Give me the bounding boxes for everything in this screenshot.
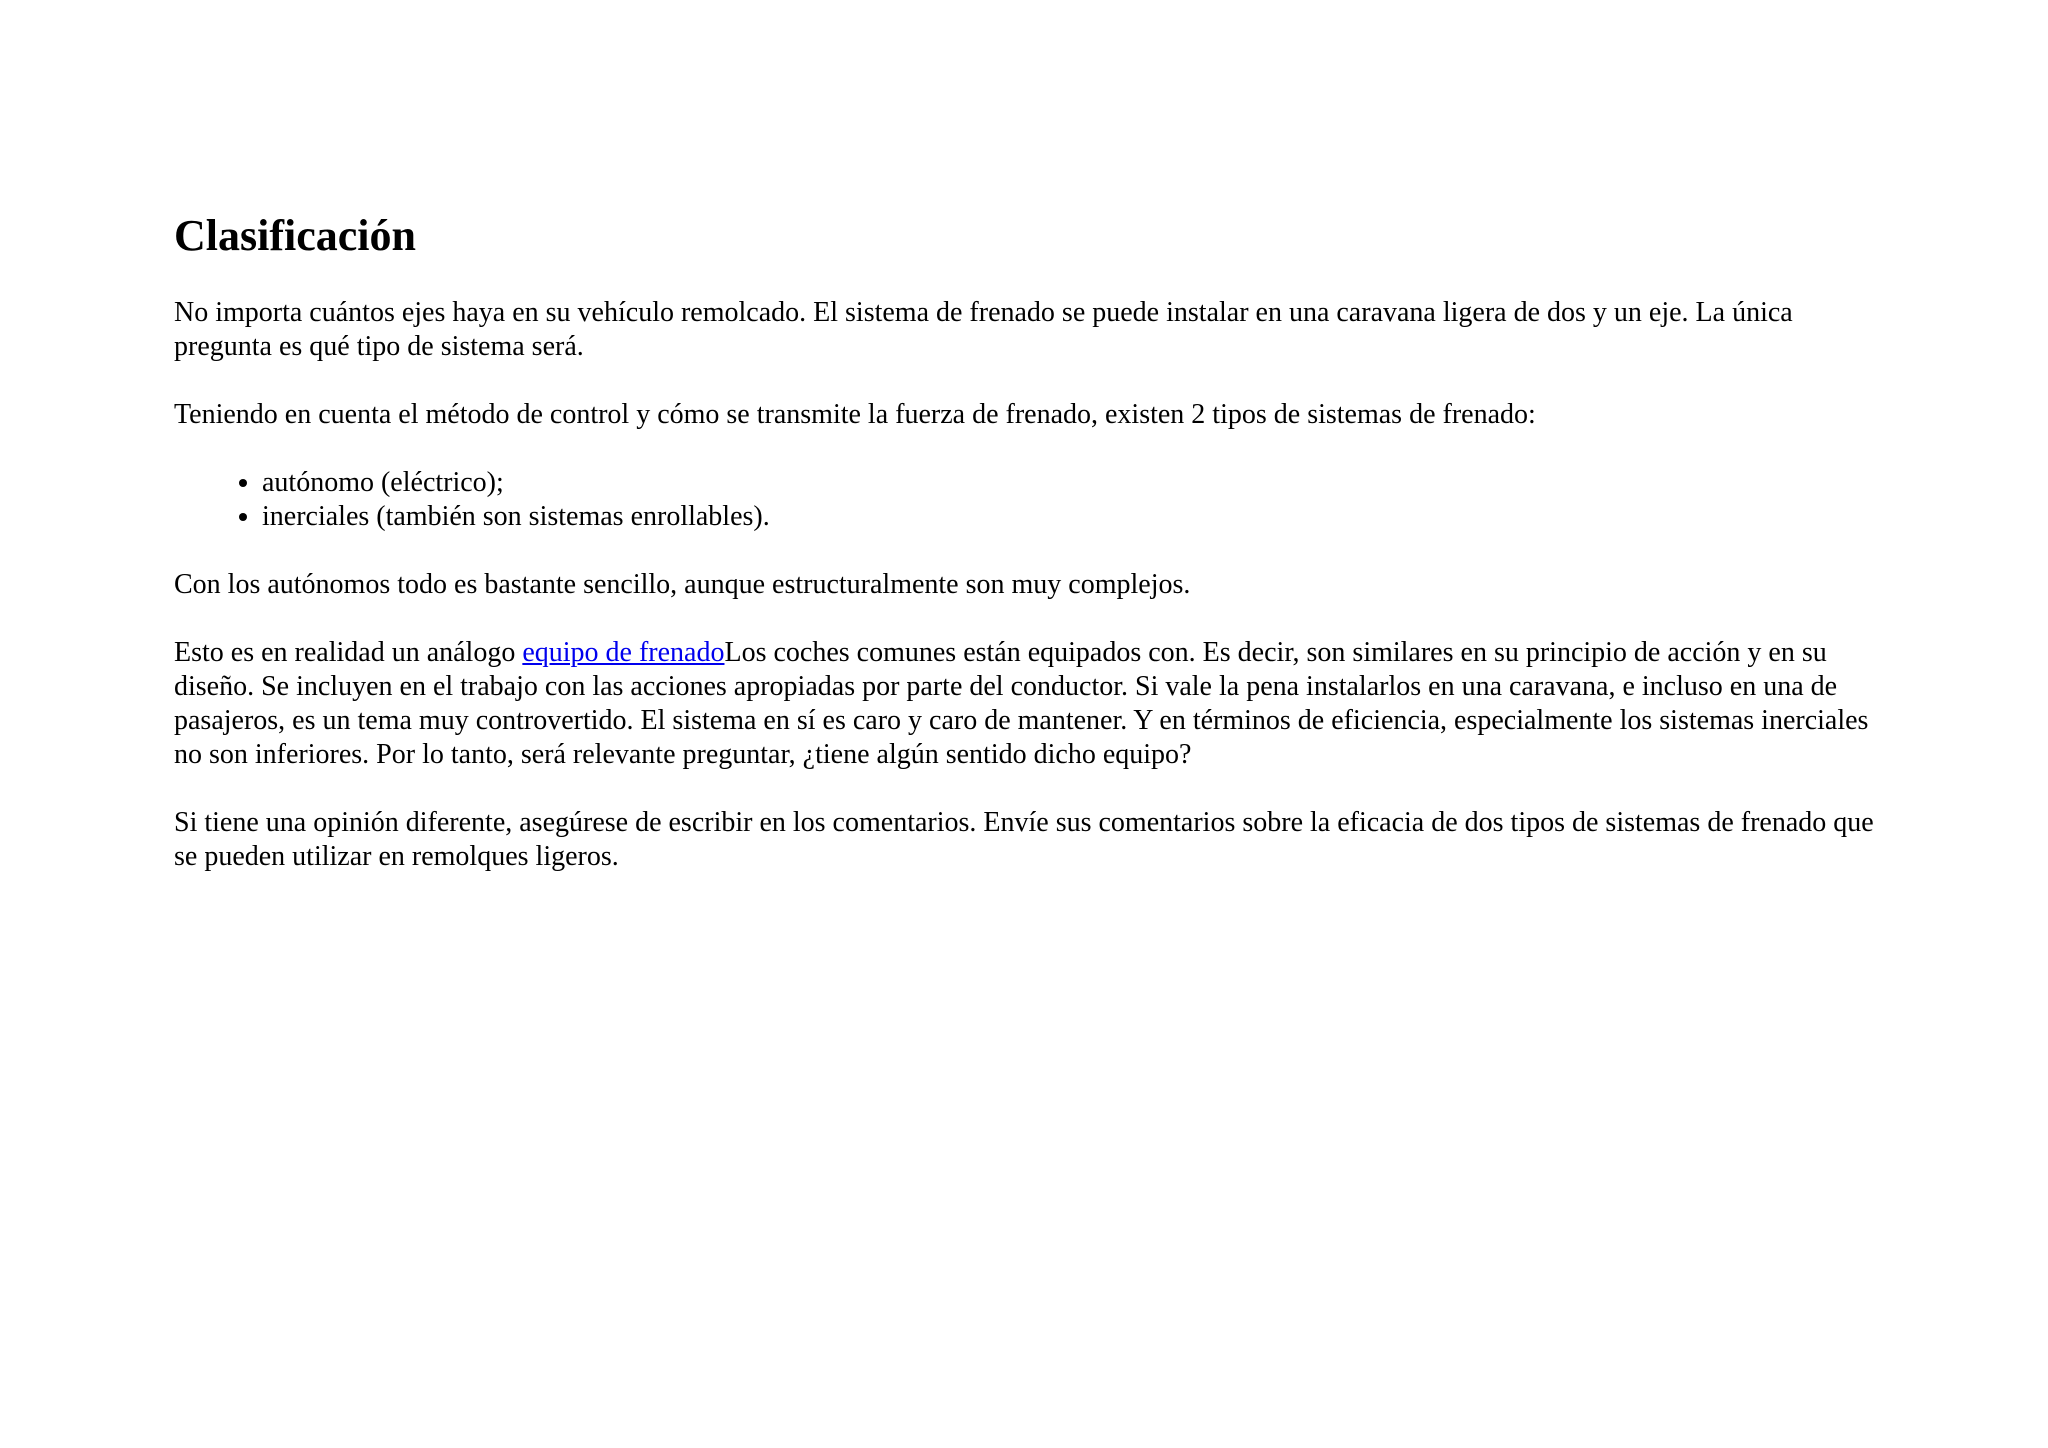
paragraph-axles: No importa cuántos ejes haya en su vehículo remolcado. El sistema de frenado se puede instalar en una caravana ligera de dos y un eje. La única pregunta es qué tipo de sistema será.	[174, 297, 1793, 362]
section-heading: Clasificación	[174, 211, 416, 260]
paragraph-comments: Si tiene una opinión diferente, asegúrese de escribir en los comentarios. Envíe sus comentarios sobre la eficacia de dos tipos de sistemas de frenado que se pueden utilizar en remolques ligeros.	[174, 807, 1874, 872]
paragraph-types-intro: Teniendo en cuenta el método de control y cómo se transmite la fuerza de frenado, existen 2 tipos de sistemas de frenado:	[174, 399, 1536, 430]
brake-types-list	[174, 466, 1894, 534]
paragraph-autonomous: Con los autónomos todo es bastante sencillo, aunque estructuralmente son muy complejos.	[174, 569, 1191, 600]
paragraph-analog-start: Esto es en realidad un análogo	[174, 637, 523, 668]
paragraph-analog-rest: Los coches comunes están equipados con. Es decir, son similares en su principio de acción y en su diseño. Se incluyen en el trabajo con las acciones apropiadas por parte del conductor. Si vale la pena instalarlos en una caravana, e incluso en una de pasajeros, es un tema muy controvertido. El sistema en sí es caro y caro de mantener. Y en términos de eficiencia, especialmente los sistemas inerciales no son inferiores. Por lo tanto, será relevante preguntar, ¿tiene algún sentido dicho equipo?	[174, 637, 1869, 770]
document-body	[174, 208, 1894, 874]
list-item: • autónomo (eléctrico);	[262, 466, 1894, 500]
paragraph-analog	[174, 636, 1894, 772]
list-item: • inerciales (también son sistemas enrollables).	[262, 500, 1894, 534]
brake-equipment-link[interactable]: equipo de frenado	[522, 637, 725, 668]
